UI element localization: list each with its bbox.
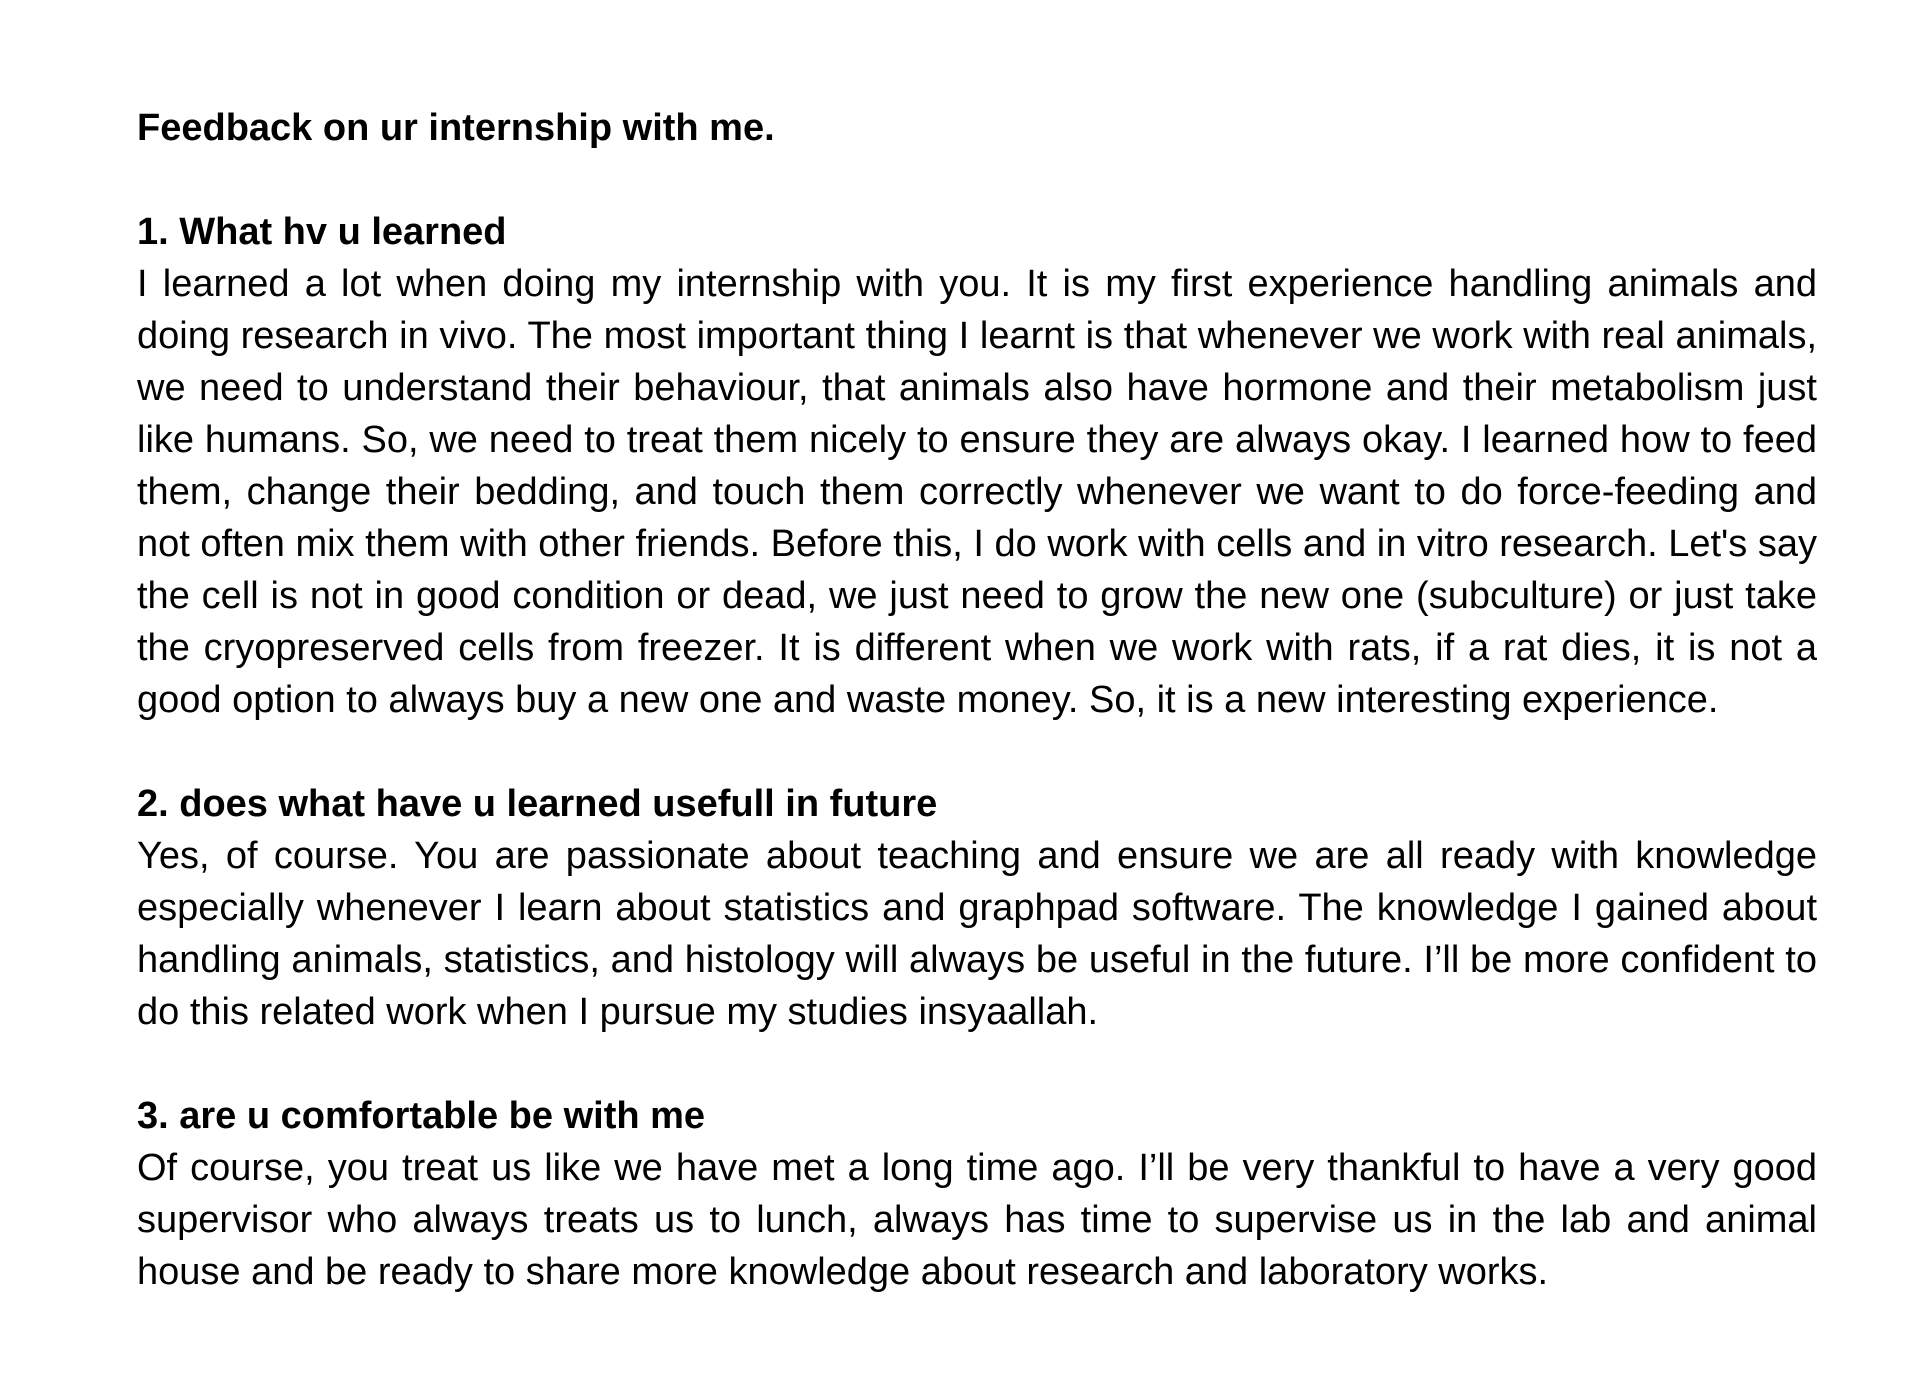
document-title: Feedback on ur internship with me. (137, 107, 775, 149)
answer-paragraph: Yes, of course. You are passionate about teaching and ensure we are all ready with knowledge especially whenever I learn about statistics and graphpad software. The knowledge I gained about handling animals, statistics, and histology will always be useful in the future. I’ll be more confident to do this related work when I pursue my studies insyaallah. (137, 835, 1817, 1033)
question-heading: 3. are u comfortable be with me (137, 1095, 706, 1137)
section-comfortable (137, 1090, 1817, 1298)
section-useful-future (137, 778, 1817, 1038)
answer-paragraph: Of course, you treat us like we have met a long time ago. I’ll be very thankful to have a very good supervisor who always treats us to lunch, always has time to supervise us in the lab and animal house and be ready to share more knowledge about research and laboratory works. (137, 1147, 1817, 1293)
document-page (137, 102, 1817, 1298)
question-heading: 1. What hv u learned (137, 211, 507, 253)
question-heading: 2. does what have u learned usefull in future (137, 783, 938, 825)
answer-paragraph: I learned a lot when doing my internship with you. It is my first experience handling animals and doing research in vivo. The most important thing I learnt is that whenever we work with real animals, we need to understand their behaviour, that animals also have hormone and their metabolism just like humans. So, we need to treat them nicely to ensure they are always okay. I learned how to feed them, change their bedding, and touch them correctly whenever we want to do force-feeding and not often mix them with other friends. Before this, I do work with cells and in vitro research. Let's say the cell is not in good condition or dead, we just need to grow the new one (subculture) or just take the cryopreserved cells from freezer. It is different when we work with rats, if a rat dies, it is not a good option to always buy a new one and waste money. So, it is a new interesting experience. (137, 263, 1817, 721)
section-what-learned (137, 206, 1817, 726)
